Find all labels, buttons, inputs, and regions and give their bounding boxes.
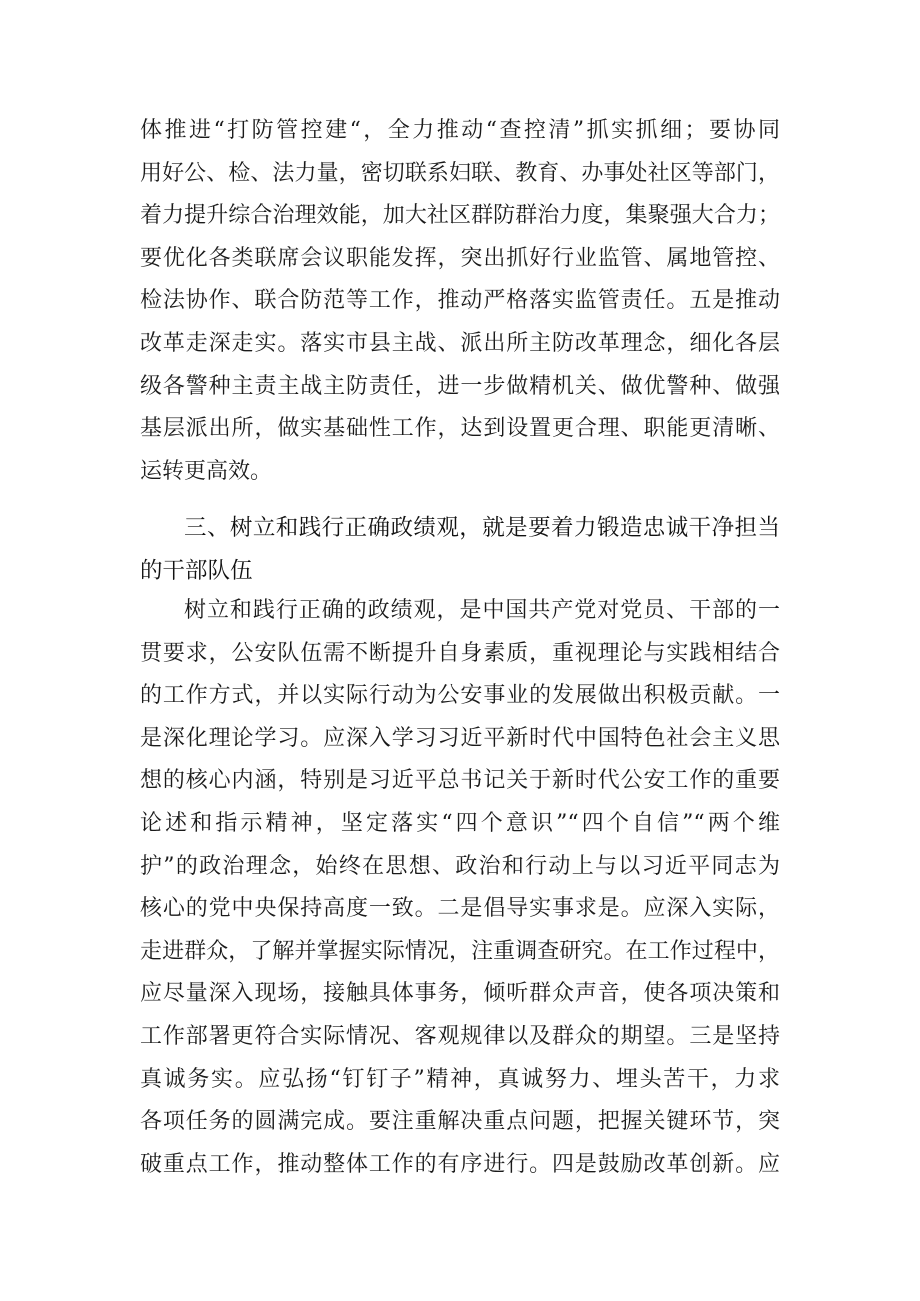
text-line: 护”的政治理念，始终在思想、政治和行动上与以习近平同志为: [140, 853, 780, 879]
text-line: 想的核心内涵，特别是习近平总书记关于新时代公安工作的重要: [140, 768, 780, 794]
text-line: 的工作方式，并以实际行动为公安事业的发展做出积极贡献。一: [140, 683, 780, 709]
text-line: 工作部署更符合实际情况、客观规律以及群众的期望。三是坚持: [140, 1023, 780, 1049]
text-line: 贯要求，公安队伍需不断提升自身素质，重视理论与实践相结合: [140, 640, 780, 666]
text-line: 检法协作、联合防范等工作，推动严格落实监管责任。五是推动: [140, 288, 780, 314]
text-line: 基层派出所，做实基础性工作，达到设置更合理、职能更清晰、: [140, 416, 780, 442]
paragraph-body: [140, 590, 780, 1186]
text-line: 核心的党中央保持高度一致。二是倡导实事求是。应深入实际，: [140, 896, 780, 922]
text-line: 真诚务实。应弘扬“钉钉子”精神，真诚努力、埋头苦干，力求: [140, 1066, 780, 1092]
text-line: 运转更高效。: [140, 458, 273, 484]
heading-line: 三、树立和践行正确政绩观，就是要着力锻造忠诚干净担当: [184, 515, 780, 541]
text-line: 着力提升综合治理效能，加大社区群防群治力度，集聚强大合力；: [140, 203, 780, 229]
text-line: 体推进“打防管控建“，全力推动“查控清”抓实抓细；要协同: [140, 118, 780, 143]
text-line: 是深化理论学习。应深入学习习近平新时代中国特色社会主义思: [140, 725, 780, 751]
text-line: 各项任务的圆满完成。要注重解决重点问题，把握关键环节，突: [140, 1109, 780, 1135]
text-line: 要优化各类联席会议职能发挥，突出抓好行业监管、属地管控、: [140, 245, 780, 271]
text-line: 应尽量深入现场，接触具体事务，倾听群众声音，使各项决策和: [140, 981, 780, 1007]
text-line: 走进群众，了解并掌握实际情况，注重调查研究。在工作过程中，: [140, 938, 780, 964]
heading-line: 的干部队伍: [140, 558, 253, 584]
text-line: 用好公、检、法力量，密切联系妇联、教育、办事处社区等部门，: [140, 160, 780, 186]
text-line: 树立和践行正确的政绩观，是中国共产党对党员、干部的一: [184, 598, 780, 623]
text-line: 破重点工作，推动整体工作的有序进行。四是鼓励改革创新。应: [140, 1151, 780, 1177]
paragraph-continued: [140, 110, 780, 493]
section-heading: [140, 507, 780, 593]
text-line: 论述和指示精神，坚定落实“四个意识”“四个自信”“两个维: [140, 810, 780, 836]
text-line: 改革走深走实。落实市县主战、派出所主防改革理念，细化各层: [140, 330, 780, 356]
text-line: 级各警种主责主战主防责任，进一步做精机关、做优警种、做强: [140, 373, 780, 399]
